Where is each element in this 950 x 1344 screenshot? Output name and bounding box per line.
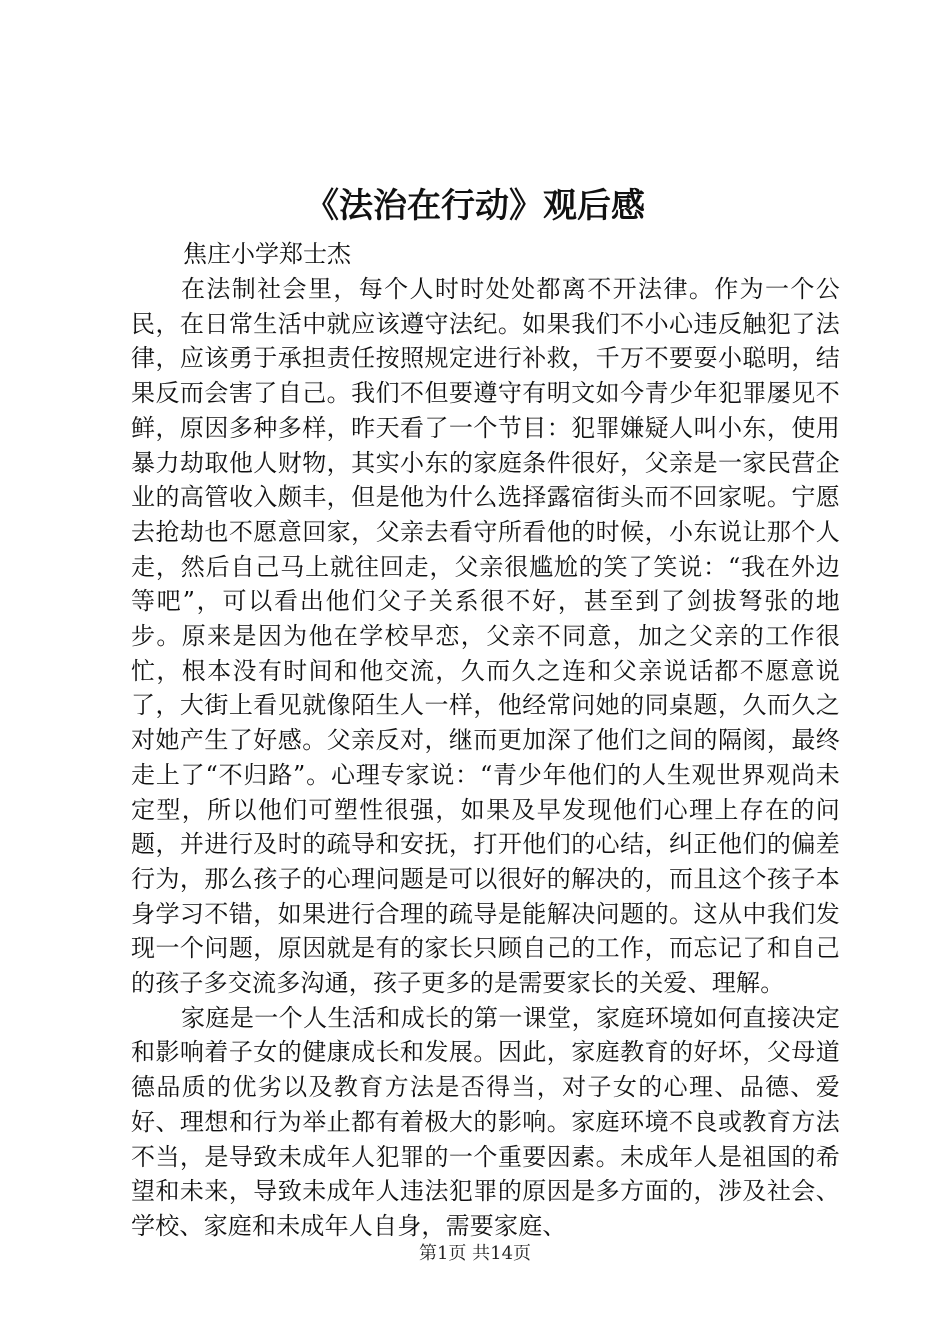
- paragraph: 在法制社会里，每个人时时处处都离不开法律。作为一个公民，在日常生活中就应该遵守法纪。如果我们不小心违反触犯了法律，应该勇于承担责任按照规定进行补救，千万不要耍小聪明，结果反而会害了自己。我们不但要遵守有明文如今青少年犯罪屡见不鲜，原因多种多样，昨天看了一个节目：犯罪嫌疑人叫小东，使用暴力劫取他人财物，其实小东的家庭条件很好，父亲是一家民营企业的高管收入颇丰，但是他为什么选择露宿街头而不回家呢。宁愿去抢劫也不愿意回家，父亲去看守所看他的时候，小东说让那个人走，然后自己马上就往回走，父亲很尴尬的笑了笑说：“我在外边等吧”，可以看出他们父子关系很不好，甚至到了剑拔弩张的地步。原来是因为他在学校早恋，父亲不同意，加之父亲的工作很忙，根本没有时间和他交流，久而久之连和父亲说话都不愿意说了，大街上看见就像陌生人一样，他经常问她的同桌题，久而久之对她产生了好感。父亲反对，继而更加深了他们之间的隔阂，最终走上了“不归路”。心理专家说：“青少年他们的人生观世界观尚未定型，所以他们可塑性很强，如果及早发现他们心理上存在的问题，并进行及时的疏导和安抚，打开他们的心结，纠正他们的偏差行为，那么孩子的心理问题是可以很好的解决的，而且这个孩子本身学习不错，如果进行合理的疏导是能解决问题的。这从中我们发现一个问题，原因就是有的家长只顾自己的工作，而忘记了和自己的孩子多交流多沟通，孩子更多的是需要家长的关爱、理解。: [131, 275, 840, 998]
- document-title: 《法治在行动》观后感: [305, 186, 645, 226]
- page-number-footer: 第1页 共14页: [418, 1243, 532, 1264]
- paragraph: 家庭是一个人生活和成长的第一课堂，家庭环境如何直接决定和影响着子女的健康成长和发展。因此，家庭教育的好坏，父母道德品质的优劣以及教育方法是否得当，对子女的心理、品德、爱好、理想和行为举止都有着极大的影响。家庭环境不良或教育方法不当，是导致未成年人犯罪的一个重要因素。未成年人是祖国的希望和未来，导致未成年人违法犯罪的原因是多方面的，涉及社会、学校、家庭和未成年人自身，需要家庭、: [131, 1003, 840, 1240]
- author-line: 焦庄小学郑士杰: [183, 240, 351, 268]
- document-body: [131, 272, 840, 1244]
